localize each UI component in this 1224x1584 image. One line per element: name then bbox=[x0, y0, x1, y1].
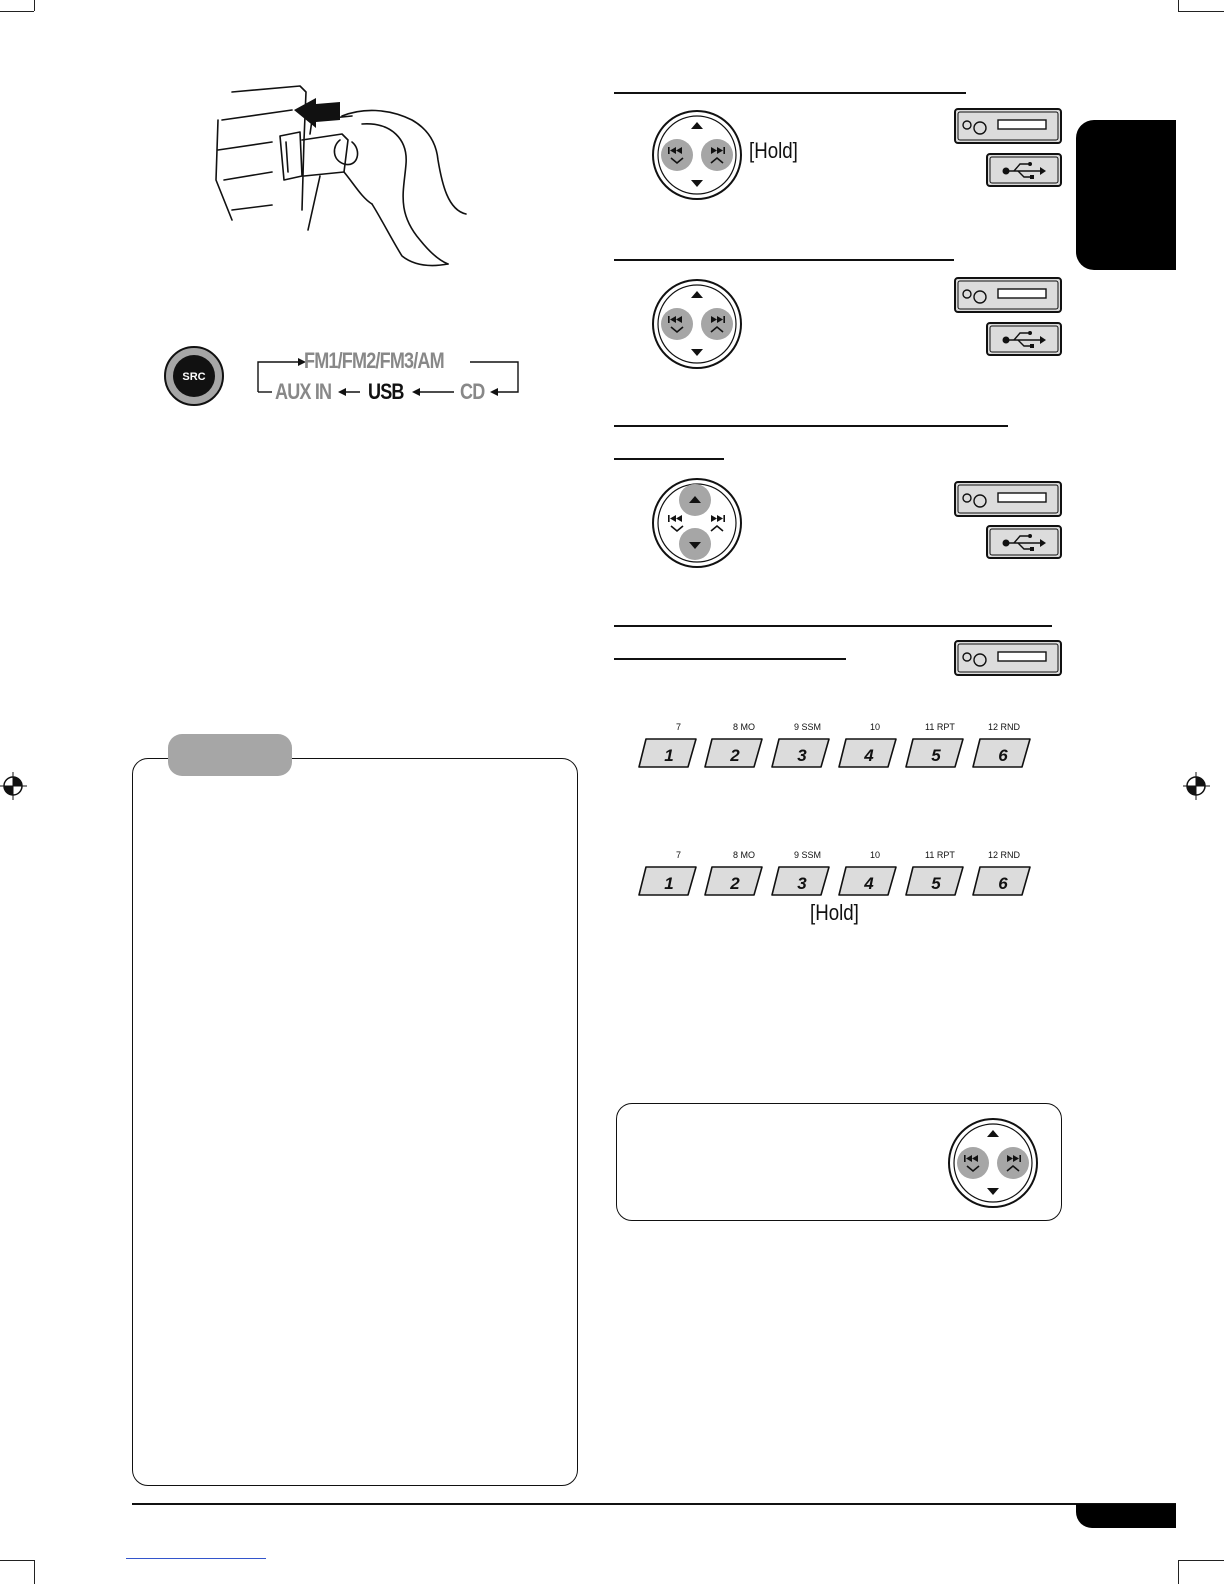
note-box bbox=[132, 758, 578, 1486]
preset-button-label: 5 bbox=[931, 746, 941, 765]
preset-button-3[interactable] bbox=[769, 736, 833, 770]
usb-icon bbox=[986, 525, 1062, 559]
preset-button-6[interactable] bbox=[970, 864, 1034, 898]
preset-button-label: 2 bbox=[730, 746, 740, 765]
footer-rule bbox=[132, 1503, 1176, 1505]
cd-player-icon bbox=[954, 277, 1062, 313]
usb-icon bbox=[986, 153, 1062, 187]
preset-button-label: 1 bbox=[664, 874, 674, 893]
preset-sub-label: 10 bbox=[870, 722, 881, 732]
preset-button-label: 4 bbox=[864, 874, 874, 893]
cd-player-icon bbox=[954, 108, 1062, 144]
crop-mark bbox=[0, 11, 34, 12]
control-dial-icon[interactable] bbox=[650, 108, 744, 202]
note-box-tab bbox=[168, 734, 292, 776]
preset-sub-label: 7 bbox=[676, 850, 682, 860]
preset-button-label: 2 bbox=[730, 874, 740, 893]
src-button[interactable] bbox=[162, 345, 226, 407]
section-3-rule-2 bbox=[614, 458, 724, 460]
crop-mark bbox=[1178, 1560, 1224, 1561]
section-4-rule bbox=[614, 625, 1052, 627]
crop-mark bbox=[1178, 1560, 1179, 1584]
preset-button-label: 6 bbox=[998, 746, 1008, 765]
preset-button-label: 3 bbox=[797, 746, 807, 765]
preset-button-1[interactable] bbox=[636, 864, 700, 898]
section-2-rule bbox=[614, 259, 954, 261]
preset-button-2[interactable] bbox=[702, 736, 766, 770]
preset-sub-label: 12 RND bbox=[988, 722, 1021, 732]
preset-button-4[interactable] bbox=[836, 736, 900, 770]
source-cd: CD bbox=[460, 379, 485, 404]
preset-button-label: 4 bbox=[864, 746, 874, 765]
control-dial-updown-icon[interactable] bbox=[650, 476, 744, 570]
hold-label: [Hold] bbox=[749, 138, 798, 163]
preset-sub-label: 11 RPT bbox=[925, 850, 955, 860]
registration-mark-icon bbox=[1182, 772, 1210, 800]
preset-sub-label: 10 bbox=[870, 850, 881, 860]
crop-mark bbox=[34, 0, 35, 11]
control-dial-icon[interactable] bbox=[650, 277, 744, 371]
preset-button-5[interactable] bbox=[903, 864, 967, 898]
language-tab bbox=[1076, 120, 1176, 270]
src-button-label: SRC bbox=[182, 371, 206, 383]
preset-sub-label: 8 MO bbox=[733, 722, 756, 732]
preset-button-label: 3 bbox=[797, 874, 807, 893]
preset-sub-label: 7 bbox=[676, 722, 682, 732]
preset-button-3[interactable] bbox=[769, 864, 833, 898]
crop-mark bbox=[34, 1560, 35, 1584]
crop-mark bbox=[0, 1560, 34, 1561]
usb-icon bbox=[986, 322, 1062, 356]
preset-sub-label: 9 SSM bbox=[794, 722, 822, 732]
source-aux-in: AUX IN bbox=[275, 379, 332, 404]
preset-button-label: 6 bbox=[998, 874, 1008, 893]
hold-label: [Hold] bbox=[810, 900, 859, 925]
preset-button-2[interactable] bbox=[702, 864, 766, 898]
section-4-rule-2 bbox=[614, 658, 846, 660]
preset-sub-label: 9 SSM bbox=[794, 850, 822, 860]
preset-sub-label: 8 MO bbox=[733, 850, 756, 860]
preset-sub-label: 12 RND bbox=[988, 850, 1021, 860]
crop-mark bbox=[1178, 11, 1224, 12]
usb-insert-illustration bbox=[212, 80, 478, 272]
cd-player-icon bbox=[954, 481, 1062, 517]
preset-sub-label: 11 RPT bbox=[925, 722, 955, 732]
footer-link-rule bbox=[126, 1558, 266, 1559]
section-3-rule bbox=[614, 425, 1008, 427]
source-usb: USB bbox=[368, 379, 404, 404]
control-dial-icon[interactable] bbox=[946, 1116, 1040, 1210]
preset-button-4[interactable] bbox=[836, 864, 900, 898]
page-number-tab bbox=[1076, 1504, 1176, 1528]
preset-button-label: 5 bbox=[931, 874, 941, 893]
preset-button-6[interactable] bbox=[970, 736, 1034, 770]
source-fm-am: FM1/FM2/FM3/AM bbox=[304, 348, 444, 373]
cd-player-icon bbox=[954, 640, 1062, 676]
crop-mark bbox=[1178, 0, 1179, 11]
section-1-rule bbox=[614, 92, 966, 94]
preset-button-5[interactable] bbox=[903, 736, 967, 770]
preset-button-1[interactable] bbox=[636, 736, 700, 770]
preset-button-label: 1 bbox=[664, 746, 674, 765]
registration-mark-icon bbox=[0, 772, 28, 800]
